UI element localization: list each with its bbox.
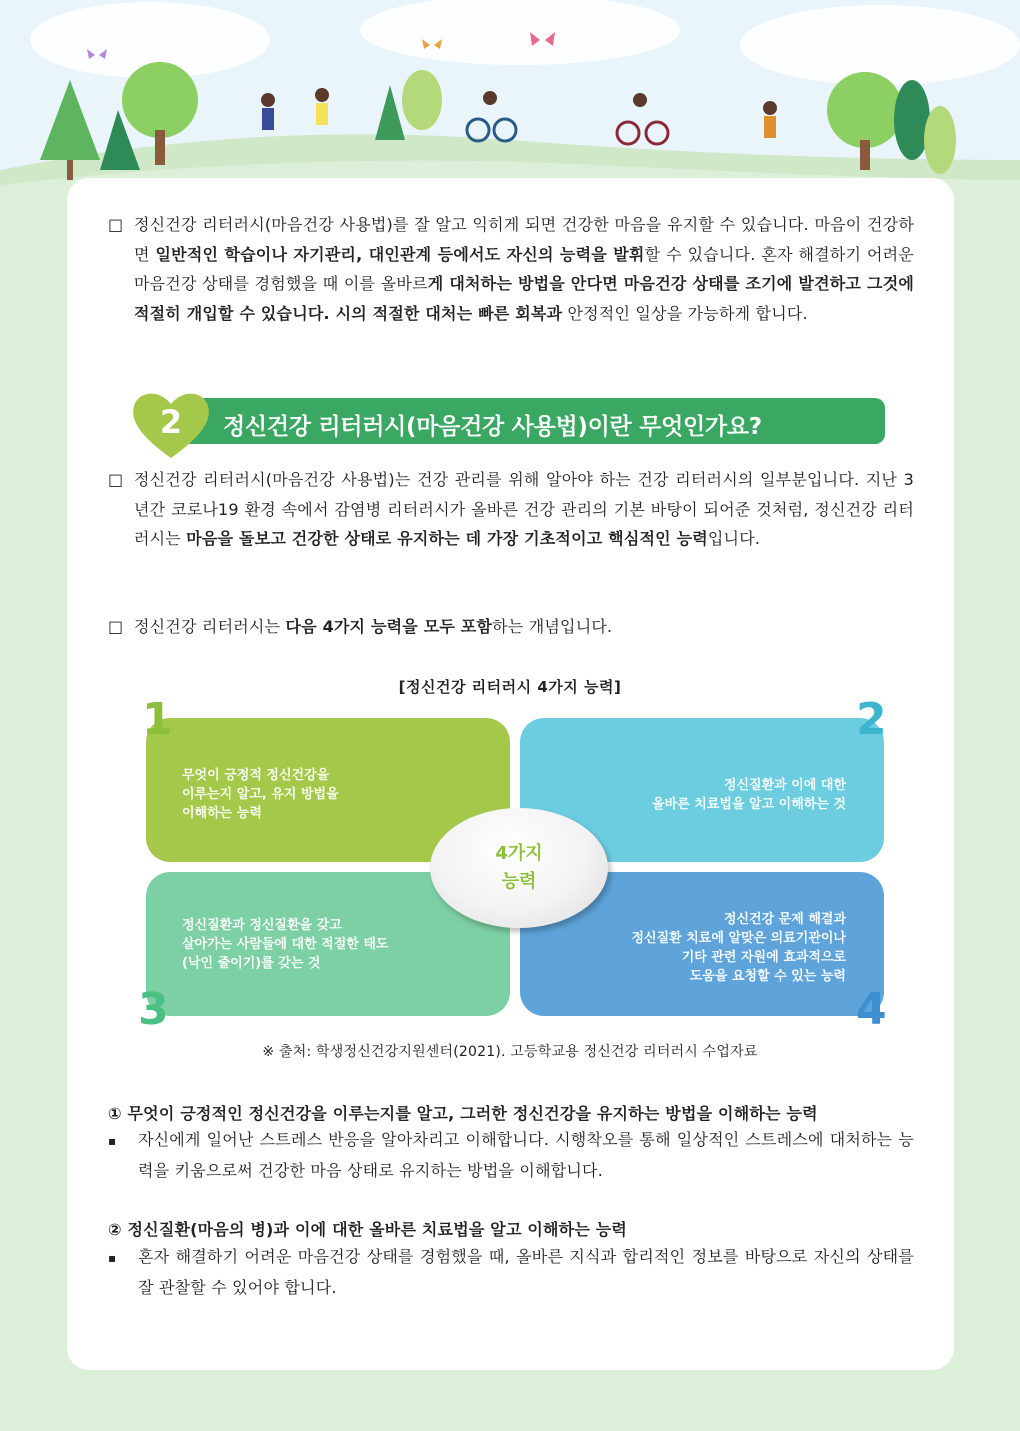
item-2-bullet: ▪ 혼자 해결하기 어려운 마음건강 상태를 경험했을 때, 올바른 지식과 합리적인 정보를 바탕으로 자신의 상태를 잘 관찰할 수 있어야 합니다.	[108, 1242, 914, 1303]
ability-2-box: 정신질환과 이에 대한 올바른 치료법을 알고 이해하는 것	[520, 718, 884, 862]
checkbox-icon: □	[108, 617, 124, 636]
definition-paragraph: □ 정신건강 리터러시(마음건강 사용법)는 건강 관리를 위해 알아야 하는 건강 리터러시의 일부분입니다. 지난 3년간 코로나19 환경 속에서 감염병 리터러시가 올바른 건강 관리의 기본 바탕이 되어준 것처럼, 정신건강 리터러시는 마음을 돌보고 건강한 상태로 유지하는 데 가장 기초적이고 핵심적인 능력입니다.	[108, 465, 914, 554]
intro-paragraph: □ 정신건강 리터러시(마음건강 사용법)를 잘 알고 익히게 되면 건강한 마음을 유지할 수 있습니다. 마음이 건강하면 일반적인 학습이나 자기관리, 대인관계 등에서도 자신의 능력을 발휘할 수 있습니다. 혼자 해결하기 어려운 마음건강 상태를 경험했을 때 이를 올바르게 대처하는 방법을 안다면 마음건강 상태를 조기에 발견하고 그것에 적절히 개입할 수 있습니다. 시의 적절한 대처는 빠른 회복과 안정적인 일상을 가능하게 합니다.	[108, 210, 914, 328]
source-note: ※ 출처: 학생정신건강지원센터(2021). 고등학교용 정신건강 리터러시 수업자료	[262, 1044, 758, 1060]
ability-4-number: 4	[856, 984, 887, 1035]
section-number: 2	[159, 403, 183, 441]
section-header	[130, 388, 890, 458]
header-illustration	[0, 0, 1020, 200]
item-2-title: ② 정신질환(마음의 병)과 이에 대한 올바른 치료법을 알고 이해하는 능력	[108, 1220, 628, 1239]
ability-3-box: 정신질환과 정신질환을 갖고 살아가는 사람들에 대한 적절한 태도 (낙인 줄이기)를 갖는 것	[146, 872, 510, 1016]
ability-1-number: 1	[142, 694, 173, 745]
section-title: 정신건강 리터러시(마음건강 사용법)이란 무엇인가요?	[223, 414, 762, 440]
center-label: 4가지 능력	[430, 808, 608, 928]
diagram-title: [정신건강 리터러시 4가지 능력]	[398, 678, 622, 696]
ability-4-box: 정신건강 문제 해결과 정신질환 치료에 알맞은 의료기관이나 기타 관련 자원에 효과적으로 도움을 요청할 수 있는 능력	[520, 872, 884, 1016]
concept-paragraph: □ 정신건강 리터러시는 다음 4가지 능력을 모두 포함하는 개념입니다.	[108, 612, 914, 642]
four-abilities-diagram	[138, 694, 894, 1035]
bullet-icon: ▪	[108, 1251, 117, 1265]
checkbox-icon: □	[108, 215, 124, 234]
bullet-icon: ▪	[108, 1134, 117, 1148]
item-1-bullet: ▪ 자신에게 일어난 스트레스 반응을 알아차리고 이해합니다. 시행착오를 통해 일상적인 스트레스에 대처하는 능력을 키움으로써 건강한 마음 상태로 유지하는 방법을 이해합니다.	[108, 1125, 914, 1186]
ability-1-box: 무엇이 긍정적 정신건강을 이루는지 알고, 유지 방법을 이해하는 능력	[146, 718, 510, 862]
checkbox-icon: □	[108, 470, 124, 489]
ability-2-number: 2	[856, 694, 887, 745]
ability-3-number: 3	[138, 984, 169, 1035]
item-1-title: ① 무엇이 긍정적인 정신건강을 이루는지를 알고, 그러한 정신건강을 유지하는 방법을 이해하는 능력	[108, 1104, 818, 1123]
